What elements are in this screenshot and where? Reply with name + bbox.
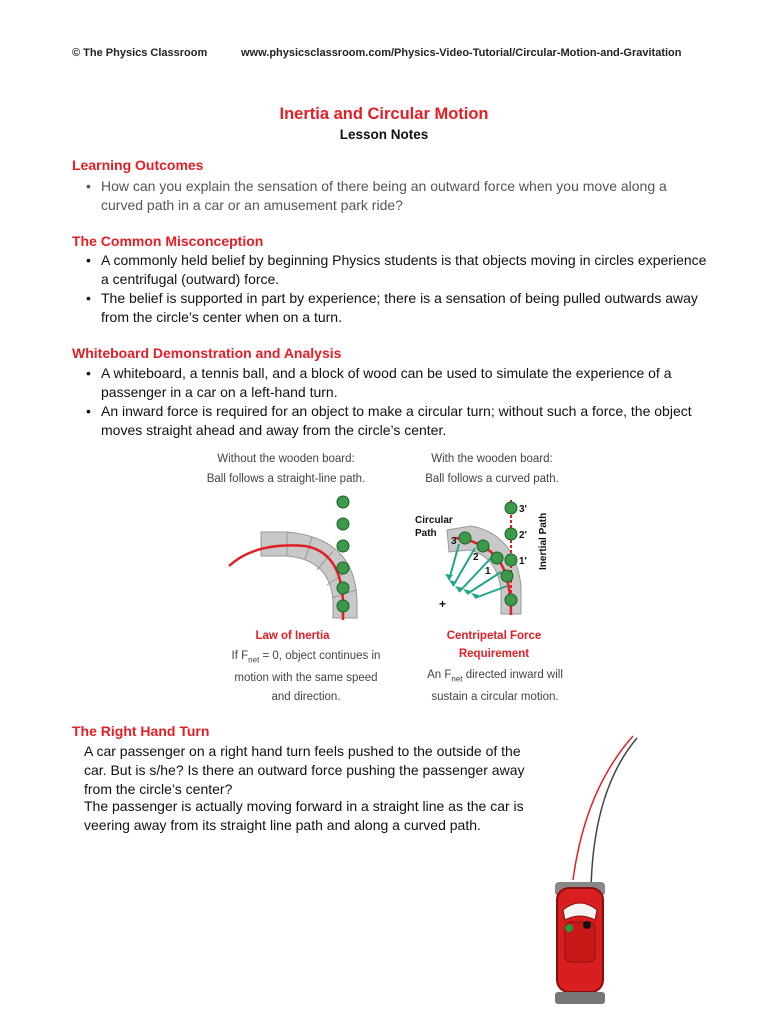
section-heading-right-turn: The Right Hand Turn [72,723,210,739]
desc-subscript: net [248,655,260,665]
figure-left-caption [200,451,372,487]
desc-line: sustain a circular motion. [431,691,559,704]
list-item: • A commonly held belief by beginning Physics students is that objects moving in circles experience a centrifugal (outward) force. [72,251,708,289]
center-mark: + [439,597,447,611]
label-circular-path-1: Circular [415,515,453,526]
source-url[interactable]: www.physicsclassroom.com/Physics-Video-Tutorial/Circular-Motion-and-Gravitation [241,47,682,59]
desc-line: motion with the same speed [234,672,378,685]
label-circular-path-2: Path [415,528,437,539]
title-line: Requirement [458,648,530,660]
section-heading-outcomes: Learning Outcomes [72,157,204,173]
page-title: Inertia and Circular Motion [279,105,489,123]
outcomes-list [72,177,708,215]
page-subtitle: Lesson Notes [339,127,429,142]
law-of-inertia-desc [210,647,402,707]
law-of-inertia-title: Law of Inertia [255,630,330,642]
list-item: • How can you explain the sensation of there being an outward force when you move along a curved path in a car or an amusement park ride? [72,177,708,215]
section-heading-misconception: The Common Misconception [72,233,264,249]
list-item: • An inward force is required for an object to make a circular turn; without such a force, the object moves straight ahead and away from the circle’s center. [72,402,708,440]
mark-2-prime: 2' [519,530,527,541]
list-item: • The belief is supported in part by experience; there is a sensation of being pulled outwards away from the circle’s center when on a turn. [72,289,708,327]
caption-line: With the wooden board: [431,453,553,465]
mark-1-prime: 1' [519,556,527,567]
mark-2: 2 [473,552,479,563]
desc-line [405,666,585,688]
whiteboard-list [72,364,708,440]
car-turn-illustration [545,730,645,1020]
right-turn-paragraph-2: The passenger is actually moving forward in a straight line as the car is veering away from its straight line path and along a curved path. [84,798,524,833]
caption-line: Ball follows a straight-line path. [206,473,366,485]
title-line: Centripetal Force [446,630,542,642]
mark-3: 3 [451,536,457,547]
desc-text: directed inward will [462,669,563,681]
figure-right-caption [402,451,582,487]
desc-text: If F [231,650,249,662]
centripetal-title [414,627,574,663]
caption-line: Without the wooden board: [217,453,355,465]
mark-1: 1 [485,566,491,577]
desc-text: An F [427,669,452,681]
copyright-notice: © The Physics Classroom [72,47,208,59]
desc-subscript: net [451,674,463,684]
misconception-list [72,251,708,327]
centripetal-desc [405,666,585,707]
caption-line: Ball follows a curved path. [425,473,559,485]
desc-text: = 0, object continues in [259,650,381,662]
inertia-diagram [215,490,375,625]
mark-3-prime: 3' [519,504,527,515]
desc-line: and direction. [271,691,341,704]
list-item: • A whiteboard, a tennis ball, and a block of wood can be used to simulate the experience of a passenger in a car on a left-hand turn. [72,364,708,402]
centripetal-diagram [405,490,565,625]
label-inertial-path: Inertial Path [538,512,549,570]
desc-line [210,647,402,669]
section-heading-whiteboard: Whiteboard Demonstration and Analysis [72,345,342,361]
right-turn-paragraph-1: A car passenger on a right hand turn feels pushed to the outside of the car. But is s/he? Is there an outward force pushing the passenger away from the circle’s center? [84,743,525,797]
car-icon [555,882,605,1004]
